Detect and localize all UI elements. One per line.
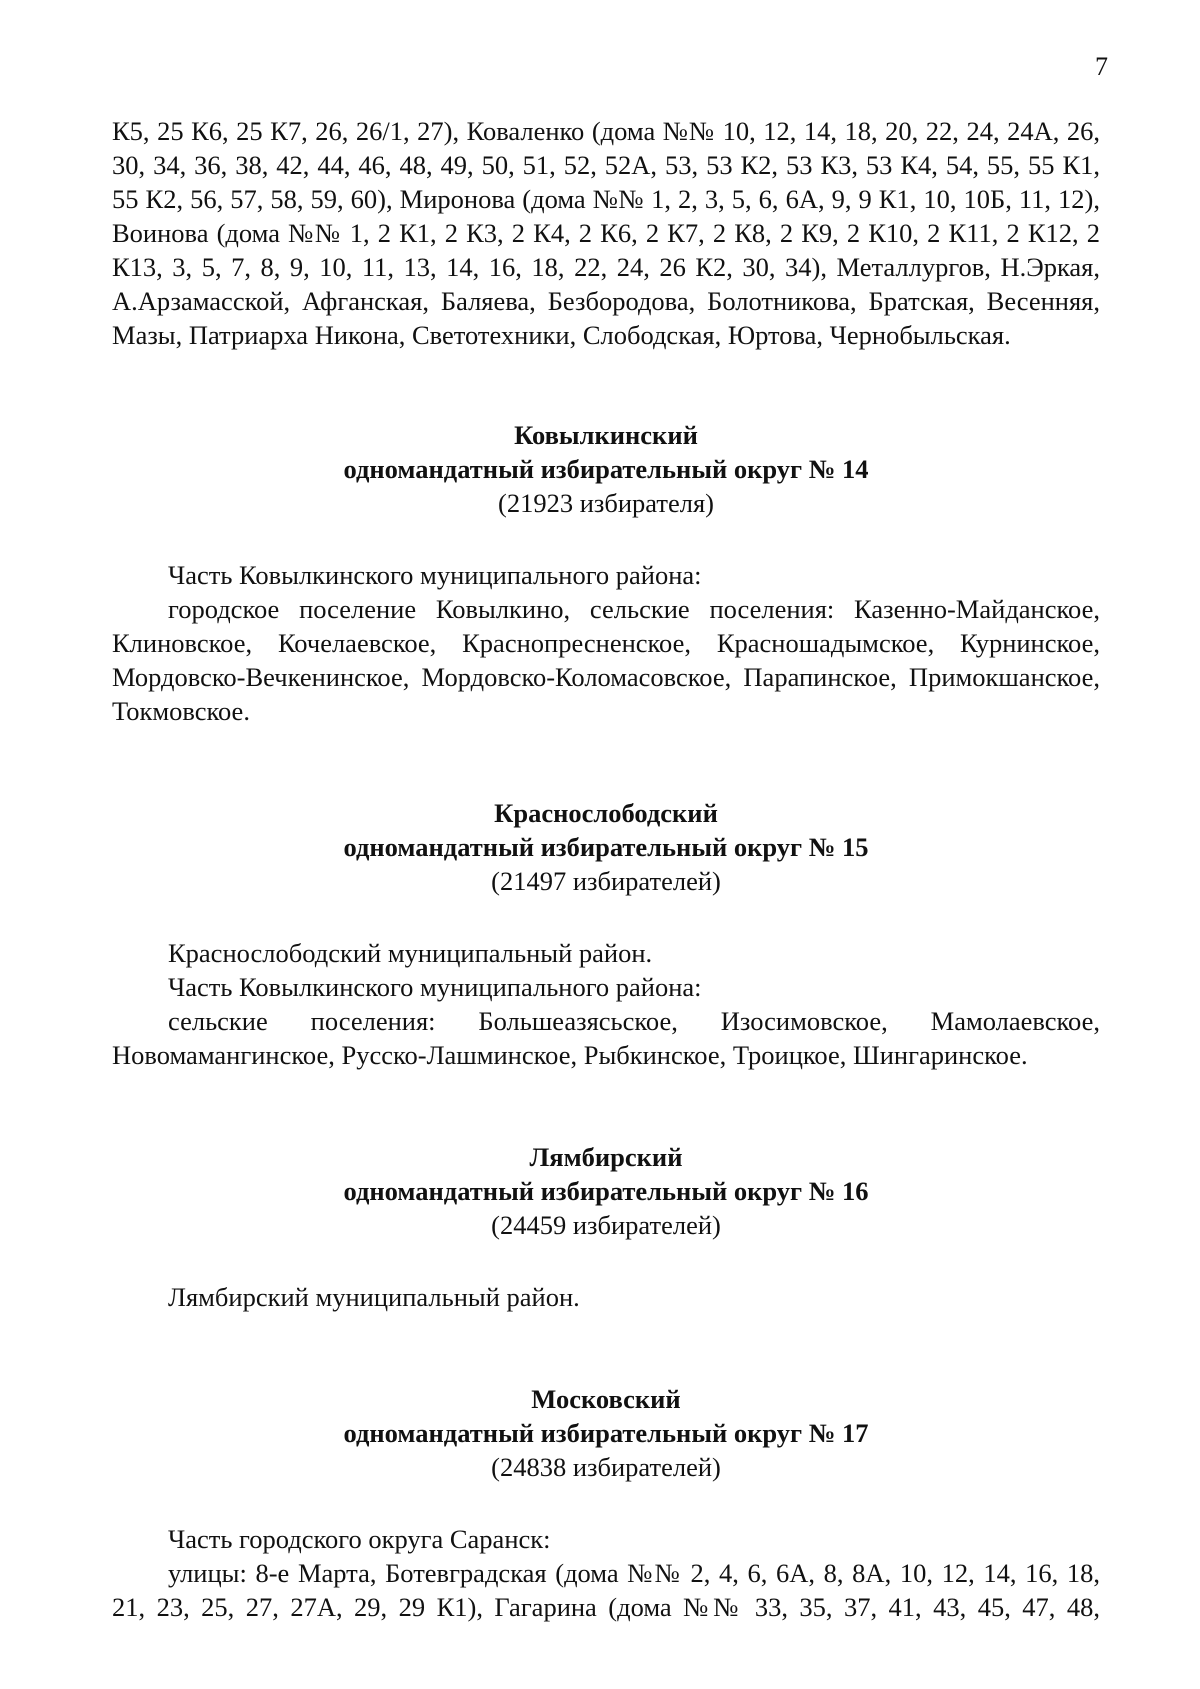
district-voters: (21923 избирателя) [498, 488, 714, 518]
district-name: Московский [531, 1384, 681, 1414]
district-voters: (21497 избирателей) [491, 866, 721, 896]
district-heading-16 [112, 1140, 1100, 1242]
district-body-17 [112, 1522, 1100, 1624]
document-body [112, 114, 1100, 1624]
district-type: одномандатный избирательный округ № 16 [343, 1176, 869, 1206]
district-name: Лямбирский [529, 1142, 683, 1172]
district-line: Часть Ковылкинского муниципального района: [168, 560, 702, 590]
district-type: одномандатный избирательный округ № 14 [343, 454, 869, 484]
district-body-16 [112, 1280, 1100, 1314]
district-voters: (24838 избирателей) [491, 1452, 721, 1482]
district-type: одномандатный избирательный округ № 15 [343, 832, 869, 862]
district-line: Краснослободский муниципальный район. [168, 938, 653, 968]
intro-paragraph: К5, 25 К6, 25 К7, 26, 26/1, 27), Коваленко (дома №№ 10, 12, 14, 18, 20, 22, 24, 24А, 26, 30, 34, 36, 38, 42, 44, 46, 48, 49, 50, 51, 52, 52А, 53, 53 К2, 53 К3, 53 К4, 54, 55, 55 К1, 55 К2, 56, 57, 58, 59, 60), Миронова (дома №№ 1, 2, 3, 5, 6, 6А, 9, 9 К1, 10, 10Б, 11, 12), Воинова (дома №№ 1, 2 К1, 2 К3, 2 К4, 2 К6, 2 К7, 2 К8, 2 К9, 2 К10, 2 К11, 2 К12, 2 К13, 3, 5, 7, 8, 9, 10, 11, 13, 14, 16, 18, 22, 24, 26 К2, 30, 34), Металлургов, Н.Эркая, А.Арзамасской, Афганская, Баляева, Безбородова, Болотникова, Братская, Весенняя, Мазы, Патриарха Никона, Светотехники, Слободская, Юртова, Чернобыльская. [112, 116, 1100, 350]
district-name: Краснослободский [494, 798, 718, 828]
district-voters: (24459 избирателей) [491, 1210, 721, 1240]
district-line: сельские поселения: Большеазясьское, Изосимовское, Мамолаевское, Новомамангинское, Русско-Лашминское, Рыбкинское, Троицкое, Шингаринское. [112, 1006, 1100, 1070]
district-type: одномандатный избирательный округ № 17 [343, 1418, 869, 1448]
district-heading-15 [112, 796, 1100, 898]
district-line: Часть городского округа Саранск: [168, 1524, 551, 1554]
district-line: Лямбирский муниципальный район. [168, 1282, 580, 1312]
district-heading-14 [112, 418, 1100, 520]
district-body-14 [112, 558, 1100, 728]
district-name: Ковылкинский [514, 420, 698, 450]
district-line: Часть Ковылкинского муниципального района: [168, 972, 702, 1002]
district-line: городское поселение Ковылкино, сельские поселения: Казенно-Майданское, Клиновское, Кочелаевское, Краснопресненское, Красношадымское, Курнинское, Мордовско-Вечкенинское, Мордовско-Коломасовское, Парапинское, Примокшанское, Токмовское. [112, 594, 1100, 726]
page-number: 7 [1095, 52, 1108, 81]
district-heading-17 [112, 1382, 1100, 1484]
district-body-15 [112, 936, 1100, 1072]
district-line: улицы: 8-е Марта, Ботевградская (дома №№ 2, 4, 6, 6А, 8, 8А, 10, 12, 14, 16, 18, 21, 23, 25, 27, 27А, 29, 29 К1), Гагарина (дома №№ 33, 35, 37, 41, 43, 45, 47, 48, [112, 1558, 1100, 1622]
